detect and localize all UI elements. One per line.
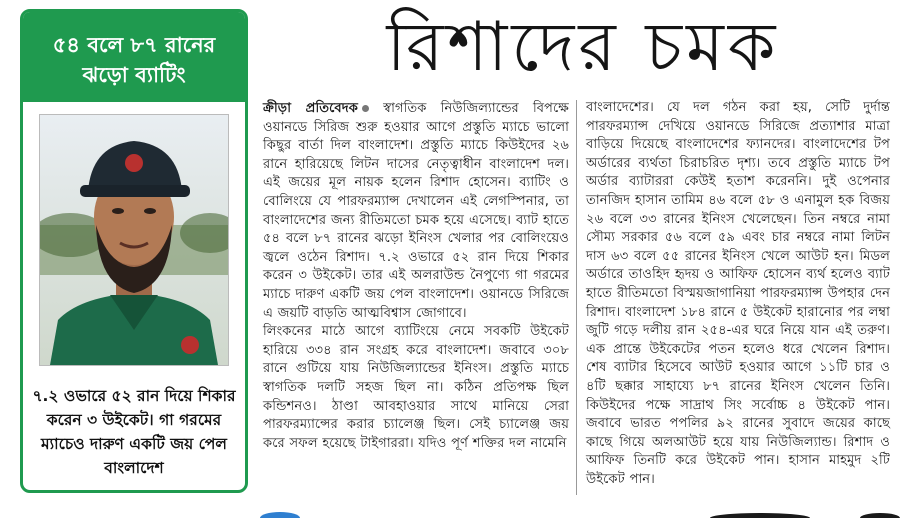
sidebar-title: ৫৪ বলে ৮৭ রানের ঝড়ো ব্যাটিং: [23, 12, 245, 102]
player-photo-image: [40, 115, 228, 365]
bullet-dot: [362, 105, 369, 112]
article-text-1: স্বাগতিক নিউজিল্যান্ডের বিপক্ষে ওয়ানডে সিরিজ শুরু হওয়ার আগে প্রস্তুতি ম্যাচে ভালো কিছুর বার্তা দিল বাংলাদেশ। প্রস্তুতি ম্যাচে কিউইদের ২৬ রানে হারিয়েছে লিটন দাসের নেতৃত্বাধীন বাংলাদেশ দল। এই জয়ের মূল নায়ক হলেন রিশাদ হোসেন। ব্যাটিং ও বোলিংয়ে যে পারফরম্যান্স দেখালেন এই লেগস্পিনার, তা বাংলাদেশের জন্য রীতিমতো চমক হয়ে এসেছে। ব্যাট হাতে ৫৪ বলে ৮৭ রানের ঝড়ো ইনিংস খেলার পর বোলিংয়েও জ্বলে ওঠেন রিশাদ। ৭.২ ওভারে ৫২ রান দিয়ে শিকার করেন ৩ উইকেট। তার এই অলরাউন্ড নৈপুণ্যে গা গরমের ম্যাচে দারুণ একটি জয় পেল বাংলাদেশ। ওয়ানডে সিরিজে এ জয়টি বাড়তি আত্মবিশ্বাস জোগাবে।: [263, 101, 569, 321]
byline: ক্রীড়া প্রতিবেদক: [263, 101, 358, 116]
column-divider: [576, 100, 577, 495]
article-text-1b: লিংকনের মাঠে আগে ব্যাটিংয়ে নেমে সবকটি উইকেট হারিয়ে ৩৩৪ রান সংগ্রহ করে বাংলাদেশ। জবাবে ৩০৮ রানে গুটিয়ে যায় নিউজিল্যান্ডের ইনিংস। প্রস্তুতি ম্যাচে স্বাগতিক দলটি সহজ ছিল না। কঠিন প্রতিপক্ষ ছিল কন্ডিশনও। ঠাণ্ডা আবহাওয়ার সাথে মানিয়ে সেরা পারফরম্যান্সের করার চ্যালেঞ্জ ছিল। সেই চ্যালেঞ্জ জয় করে সফল হয়েছে টাইগাররা। যদিও পূর্ণ শক্তির দল নামেনি: [263, 324, 569, 451]
article-column-1: [263, 100, 569, 453]
headline: রিশাদের চমক: [386, 8, 780, 87]
article-column-2: [586, 99, 890, 489]
sidebar-caption: ৭.২ ওভারে ৫২ রান দিয়ে শিকার করেন ৩ উইকেট। গা গরমের ম্যাচেও দারুণ একটি জয় পেল বাংলাদেশ: [32, 387, 236, 477]
article-text-2: বাংলাদেশের। যে দল গঠন করা হয়, সেটি দুর্দান্ত পারফরম্যান্স দেখিয়ে ওয়ানডে সিরিজে প্রত্যাশার মাত্রা বাড়িয়ে দিয়েছে বাংলাদেশের ফ্যানদের। বাংলাদেশের টপ অর্ডারের ব্যর্থতা চিরাচরিত দৃশ্য। তবে প্রস্তুতি ম্যাচে টপ অর্ডার ব্যাটাররা কেউই হতাশ করেননি। দুই ওপেনার তানজিদ হাসান তামিম ৪৬ বলে ৫৮ ও এনামুল হক বিজয় ২৬ বলে ৩৩ রানের ইনিংস খেলেছেন। তিন নম্বরে নামা সৌম্য সরকার ৫৬ বলে ৫৯ এবং চার নম্বরে নামা লিটন দাস ৬৩ বলে ৫৫ রানের ইনিংস খেলে আউট হন। মিডল অর্ডারে তাওহিদ হৃদয় ও আফিফ হোসেন ব্যর্থ হলেও ব্যাট হাতে রীতিমতো বিস্ময়জাগানিয়া পারফরম্যান্স উপহার দেন রিশাদ। বাংলাদেশ ১৮৪ রানে ৫ উইকেট হারানোর পর লম্বা জুটি গড়ে দলীয় রান ২৫৪-এর ঘরে নিয়ে যান এই তরুণ। এক প্রান্তে উইকেটের পতন হলেও ধরে খেলেন রিশাদ। শেষ ব্যাটার হিসেবে আউট হওয়ার আগে ১১টি চার ও ৪টি ছক্কার সাহায্যে ৮৭ রানের ইনিংস খেলেন তিনি। কিউইদের পক্ষে সাদ্রাথ সিং সর্বোচ্চ ৪ উইকেট পান। জবাবে ভারত পপলির ৯২ রানের সুবাদে জয়ের কাছে কাছে গিয়ে অলআউট হয়ে যায় নিউজিল্যান্ড। রিশাদ ও আফিফ তিনটি করে উইকেট পান। হাসান মাহমুদ ২টি উইকেট পান।: [586, 100, 890, 487]
player-photo: [39, 114, 229, 366]
bottom-decoration: [0, 508, 904, 518]
sidebar-box: [20, 9, 248, 493]
